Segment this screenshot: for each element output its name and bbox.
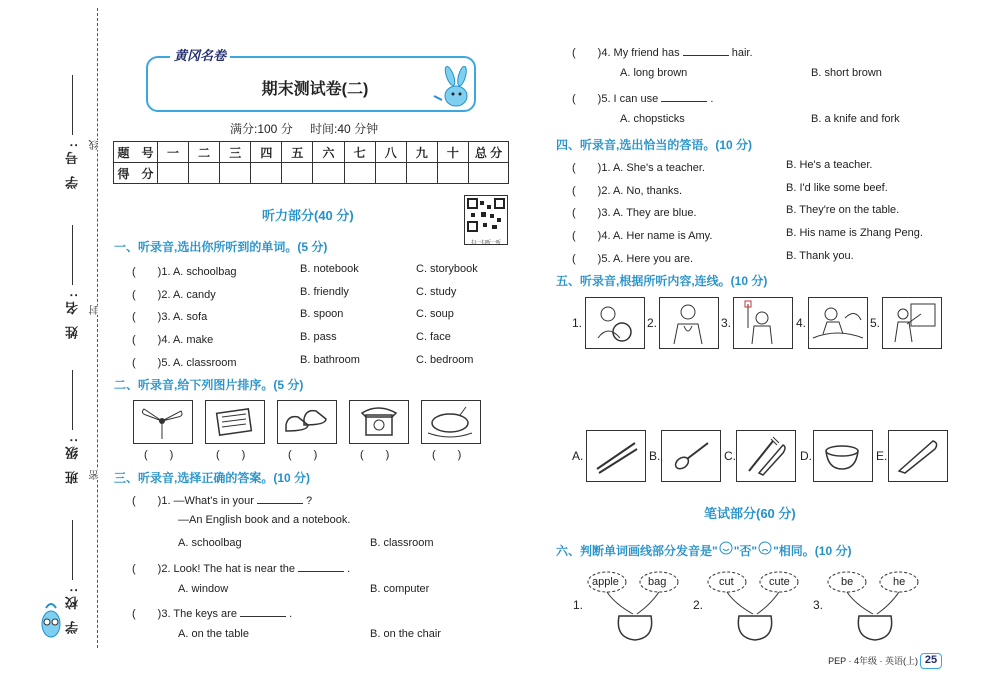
q5-bottom-picture-d[interactable]	[813, 430, 873, 482]
exam-meta	[230, 120, 392, 137]
q5-bottom-picture-c[interactable]	[736, 430, 796, 482]
q1-item-2-a: ( )2. A. candy	[132, 289, 216, 301]
score-cell: 八	[375, 142, 406, 163]
sad-face-icon	[757, 541, 773, 555]
q5-bottom-label-d: D.	[800, 449, 812, 463]
binding-mark-secret: 密	[90, 470, 101, 480]
cut-line	[97, 8, 98, 648]
q6-heading-b: "否"	[733, 544, 758, 558]
q6-word-3b: he	[893, 576, 906, 588]
q6-word-3a: be	[841, 576, 854, 588]
score-cell: 九	[406, 142, 437, 163]
q3-item-3-question: ( )3. The keys are	[132, 608, 237, 620]
q2-picture-5	[421, 400, 481, 444]
q4-item-4-a: ( )4. A. Her name is Amy.	[572, 230, 713, 242]
answer-blank[interactable]	[661, 92, 707, 102]
q1-item-3-b: B. spoon	[300, 308, 344, 320]
q4-item-1-b: B. He's a teacher.	[786, 159, 873, 171]
q6-heading-a: 六、判断单词画线部分发音是"	[556, 544, 718, 558]
q3-item-2-tail: .	[347, 563, 351, 575]
number-label: 学 号:	[64, 139, 80, 189]
q1-item-2-b: B. friendly	[300, 286, 349, 298]
q4-item-1-a: ( )1. A. She's a teacher.	[572, 162, 705, 174]
q4-item-4-b: B. His name is Zhang Peng.	[786, 227, 923, 239]
driver-icon	[586, 298, 643, 347]
q5-top-picture-5[interactable]	[882, 297, 942, 349]
q1-item-1-c: C. storybook	[416, 263, 478, 275]
q4-item-2-b: B. I'd like some beef.	[786, 182, 888, 194]
q2-heading: 二、听录音,给下列图片排序。(5 分)	[114, 378, 304, 392]
q1-item-5-a: ( )5. A. classroom	[132, 357, 237, 369]
q3-item-1-b: B. classroom	[370, 537, 434, 549]
score-table	[113, 141, 509, 184]
number-field	[62, 75, 82, 189]
q1-item-4-c: C. face	[416, 331, 451, 343]
q3-item-1-reply: —An English book and a notebook.	[178, 514, 351, 526]
score-cell: 六	[313, 142, 344, 163]
books-icon	[206, 401, 263, 442]
q5-bottom-label-a: A.	[572, 449, 584, 463]
q4-item-2-a: ( )2. A. No, thanks.	[572, 185, 683, 197]
q6-heading-c: "相同。(10 分)	[773, 544, 852, 558]
player-icon	[734, 298, 791, 347]
score-value-row	[114, 163, 509, 184]
q1-item-4-b: B. pass	[300, 331, 337, 343]
q4-item-3-a: ( )3. A. They are blue.	[572, 207, 697, 219]
rabbit-icon	[428, 66, 476, 110]
binding-mark-line: 线	[90, 140, 101, 150]
class-field	[62, 370, 82, 484]
q2-answer-3[interactable]: ( )	[288, 449, 318, 461]
smile-face-icon	[718, 541, 734, 555]
q3-item-5-a: A. chopsticks	[620, 113, 685, 125]
knife-icon	[889, 431, 946, 480]
q2-picture-4	[349, 400, 409, 444]
q5-top-label-4: 4.	[796, 316, 807, 330]
score-input-cell[interactable]	[469, 163, 509, 184]
q3-item-1-tail: ?	[306, 495, 313, 507]
q3-item-4	[572, 44, 753, 60]
score-input-cell[interactable]	[251, 163, 282, 184]
q3-item-1-question: ( )1. —What's in your	[132, 495, 254, 507]
score-input-cell[interactable]	[437, 163, 468, 184]
qr-code[interactable]	[464, 195, 508, 245]
q5-bottom-picture-b[interactable]	[661, 430, 721, 482]
q1-item-3-c: C. soup	[416, 308, 454, 320]
brand-logo: 黄冈名卷	[170, 45, 230, 64]
flower-pot-icon	[825, 568, 925, 644]
score-cell: 三	[220, 142, 251, 163]
answer-blank[interactable]	[683, 46, 729, 56]
q3-item-5-question: ( )5. I can use	[572, 93, 659, 105]
doctor-icon	[660, 298, 717, 347]
time-limit: 时间:40 分钟	[310, 122, 379, 136]
q6-word-1b: bag	[648, 576, 667, 588]
score-input-cell[interactable]	[158, 163, 189, 184]
teacher-icon	[883, 298, 940, 347]
page-number: 25	[920, 653, 942, 669]
phone-icon	[350, 401, 407, 442]
q2-answer-2[interactable]: ( )	[216, 449, 246, 461]
chicken-icon	[422, 401, 479, 442]
q2-picture-1	[133, 400, 193, 444]
answer-blank[interactable]	[298, 562, 344, 572]
q6-label-2: 2.	[693, 598, 704, 612]
school-label: 学 校:	[64, 584, 80, 634]
q5-top-label-2: 2.	[647, 316, 658, 330]
q3-item-1-a: A. schoolbag	[178, 537, 242, 549]
q5-top-picture-2[interactable]	[659, 297, 719, 349]
q3-item-2-a: A. window	[178, 583, 229, 595]
q3-item-5-tail: .	[710, 93, 714, 105]
q3-item-5-b: B. a knife and fork	[811, 113, 900, 125]
score-cell: 五	[282, 142, 313, 163]
q3-item-4-a: A. long brown	[620, 67, 688, 79]
q6-word-2b: cute	[769, 576, 790, 588]
q6-label-3: 3.	[813, 598, 824, 612]
q6-word-2a: cut	[719, 576, 734, 588]
score-input-cell[interactable]	[344, 163, 375, 184]
binding-mark-seal: 封	[90, 305, 101, 315]
q3-item-3	[132, 605, 292, 621]
q2-picture-3	[277, 400, 337, 444]
q5-bottom-picture-a[interactable]	[586, 430, 646, 482]
q5-bottom-label-c: C.	[724, 449, 736, 463]
q1-item-5-b: B. bathroom	[300, 354, 360, 366]
q5-bottom-picture-e[interactable]	[888, 430, 948, 482]
name-label: 姓 名:	[64, 289, 80, 339]
q4-item-5-b: B. Thank you.	[786, 250, 854, 262]
q3-item-3-a: A. on the table	[178, 628, 249, 640]
answer-blank[interactable]	[257, 494, 303, 504]
score-cell: 七	[344, 142, 375, 163]
writing-title: 笔试部分(60 分)	[704, 506, 796, 521]
farmer-icon	[809, 298, 866, 347]
binding-strip	[0, 0, 100, 693]
q1-heading: 一、听录音,选出你所听到的单词。(5 分)	[114, 240, 328, 254]
score-input-cell[interactable]	[313, 163, 344, 184]
q1-item-4-a: ( )4. A. make	[132, 334, 214, 346]
q5-bottom-label-e: E.	[876, 449, 888, 463]
q5-top-label-1: 1.	[572, 316, 583, 330]
q3-item-5	[572, 90, 713, 106]
q2-answer-5[interactable]: ( )	[432, 449, 462, 461]
q1-item-1-a: ( )1. A. schoolbag	[132, 266, 237, 278]
q3-item-2	[132, 560, 350, 576]
q3-item-4-question: ( )4. My friend has	[572, 47, 680, 59]
q2-answer-4[interactable]: ( )	[360, 449, 390, 461]
class-label: 班 级:	[64, 434, 80, 484]
q6-heading	[556, 541, 851, 559]
bowl-icon	[814, 431, 871, 480]
score-cell: 十	[437, 142, 468, 163]
score-cell: 题 号	[114, 142, 158, 163]
q4-item-5-a: ( )5. A. Here you are.	[572, 253, 694, 265]
q3-item-4-tail: hair.	[731, 47, 753, 59]
q5-heading: 五、听录音,根据所听内容,连线。(10 分)	[556, 274, 768, 288]
answer-blank[interactable]	[240, 607, 286, 617]
footer-text: PEP · 4年级 · 英语(上)	[828, 656, 918, 666]
q3-item-1	[132, 492, 312, 508]
fan-icon	[134, 401, 191, 442]
q1-item-5-c: C. bedroom	[416, 354, 474, 366]
q3-item-3-b: B. on the chair	[370, 628, 441, 640]
qr-caption: 扫一扫听一听	[470, 240, 501, 246]
score-input-cell[interactable]	[189, 163, 220, 184]
mascot-icon	[36, 600, 66, 640]
q3-item-4-b: B. short brown	[811, 67, 882, 79]
score-input-cell[interactable]	[406, 163, 437, 184]
q6-word-1a: apple	[592, 576, 619, 588]
q1-item-1-b: B. notebook	[300, 263, 359, 275]
chopsticks-icon	[587, 431, 644, 480]
score-cell: 得 分	[114, 163, 158, 184]
score-header-row	[114, 142, 509, 163]
score-input-cell[interactable]	[375, 163, 406, 184]
shoes-icon	[278, 401, 335, 442]
score-cell: 二	[189, 142, 220, 163]
q3-item-3-tail: .	[289, 608, 293, 620]
score-cell: 总 分	[469, 142, 509, 163]
q5-top-label-3: 3.	[721, 316, 732, 330]
name-field	[62, 225, 82, 339]
score-input-cell[interactable]	[282, 163, 313, 184]
knife-and-fork-icon	[737, 431, 794, 480]
score-input-cell[interactable]	[220, 163, 251, 184]
exam-title: 期末测试卷(二)	[261, 81, 369, 98]
qr-icon	[465, 196, 507, 234]
q5-bottom-label-b: B.	[649, 449, 661, 463]
q5-top-picture-4[interactable]	[808, 297, 868, 349]
full-score: 满分:100 分	[230, 122, 293, 136]
q5-top-label-5: 5.	[870, 316, 881, 330]
score-cell: 四	[251, 142, 282, 163]
score-cell: 一	[158, 142, 189, 163]
q3-heading: 三、听录音,选择正确的答案。(10 分)	[114, 471, 311, 485]
listening-title: 听力部分(40 分)	[262, 208, 354, 223]
q1-item-3-a: ( )3. A. sofa	[132, 311, 208, 323]
q4-heading: 四、听录音,选出恰当的答语。(10 分)	[556, 138, 753, 152]
q4-item-3-b: B. They're on the table.	[786, 204, 900, 216]
q3-item-2-question: ( )2. Look! The hat is near the	[132, 563, 296, 575]
spoon-icon	[662, 431, 719, 480]
q1-item-2-c: C. study	[416, 286, 457, 298]
q5-top-picture-3[interactable]	[733, 297, 793, 349]
q5-top-picture-1[interactable]	[585, 297, 645, 349]
q2-picture-2	[205, 400, 265, 444]
q3-item-2-b: B. computer	[370, 583, 430, 595]
q6-label-1: 1.	[573, 598, 584, 612]
q2-answer-1[interactable]: ( )	[144, 449, 174, 461]
